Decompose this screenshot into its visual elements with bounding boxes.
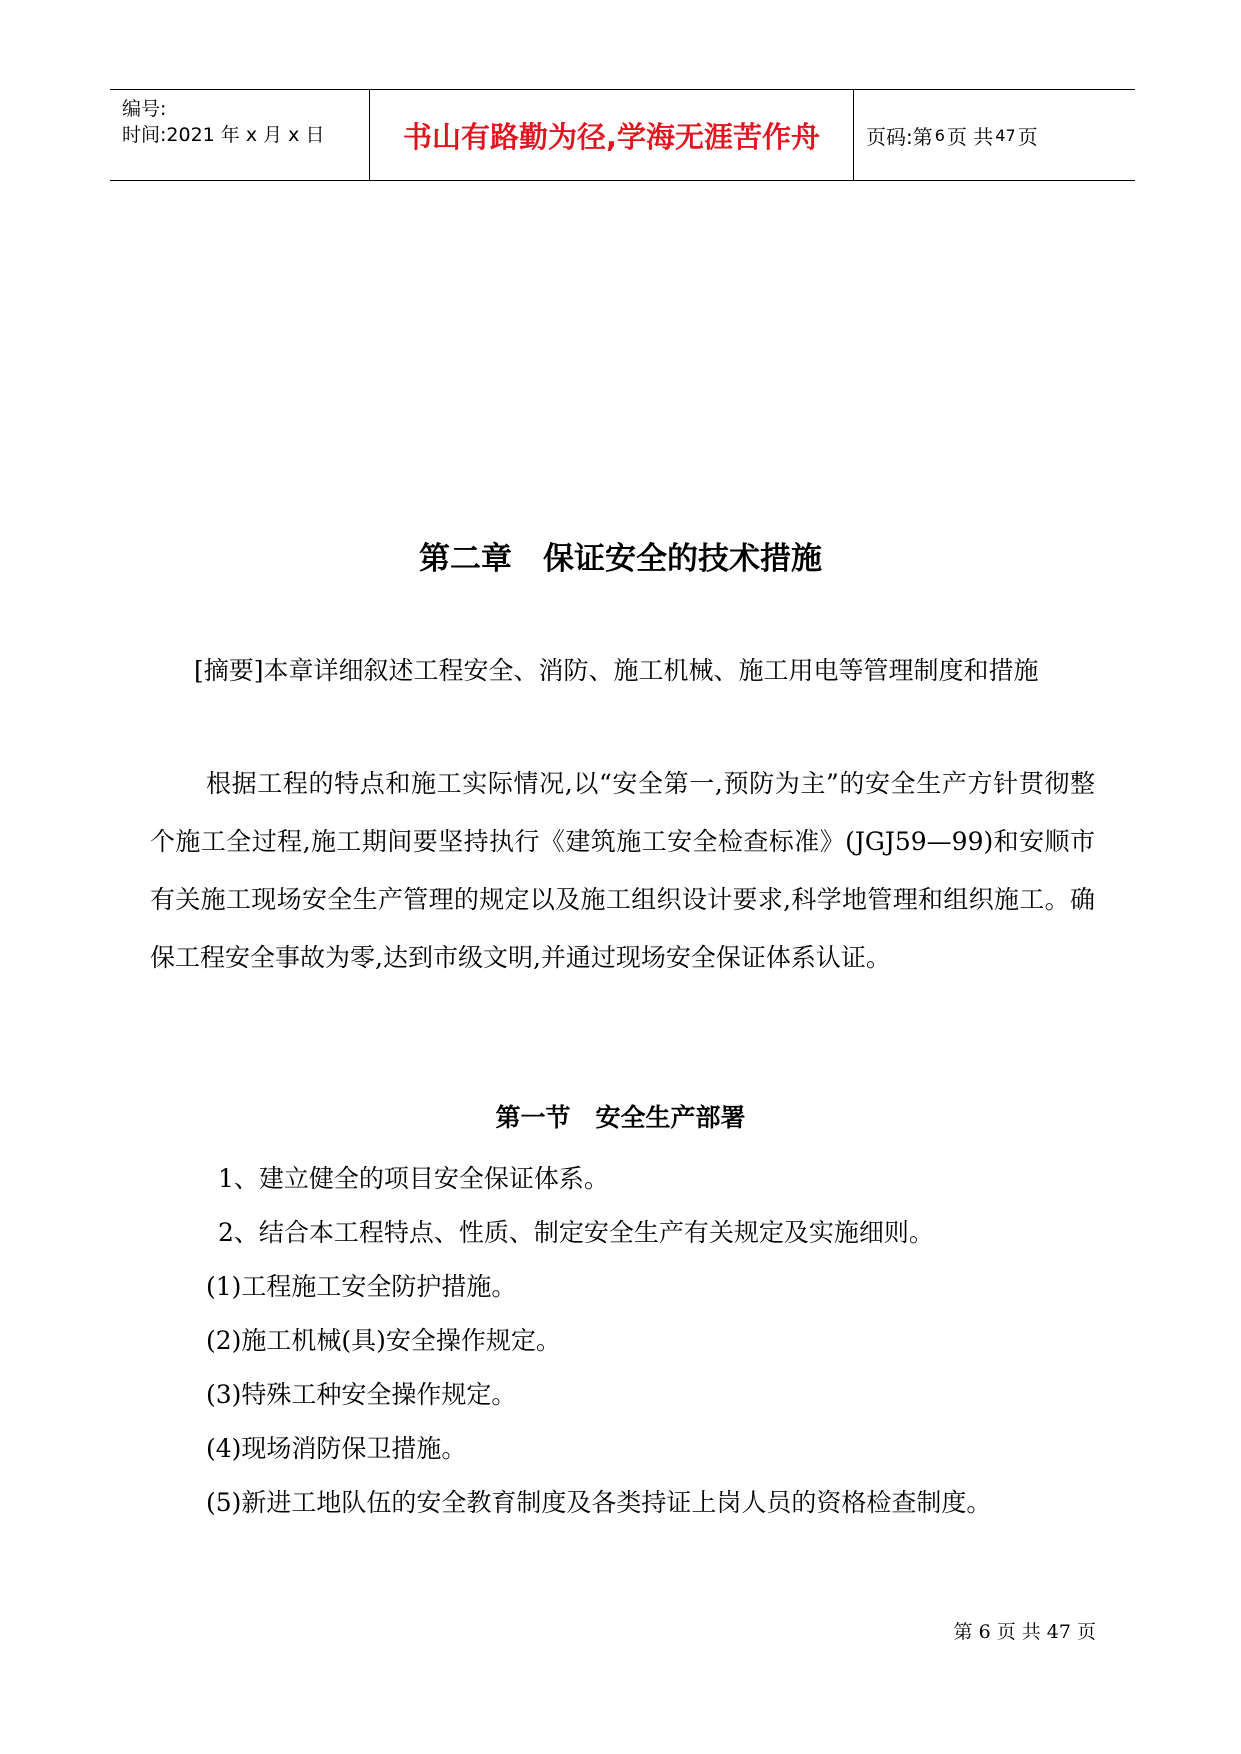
motto: 书山有路勤为径,学海无涯苦作舟 <box>370 90 854 180</box>
abstract-paragraph: [摘要]本章详细叙述工程安全、消防、施工机械、施工用电等管理制度和措施 <box>194 656 1039 685</box>
list-item: (3)特殊工种安全操作规定。 <box>206 1380 517 1409</box>
list-item: (2)施工机械(具)安全操作规定。 <box>206 1326 561 1355</box>
page-prefix: 页码:第 <box>866 124 933 149</box>
body-paragraph: 根据工程的特点和施工实际情况,以“安全第一,预防为主”的安全生产方针贯彻整个施工全过程,施工期间要坚持执行《建筑施工安全检查标准》(JGJ59—99)和安顺市有关施工现场安全生产管理的规定以及施工组织设计要求,科学地管理和组织施工。确保工程安全事故为零,达到市级文明,并通过现场安全保证体系认证。 <box>150 769 1095 972</box>
list-item: 2、结合本工程特点、性质、制定安全生产有关规定及实施细则。 <box>218 1218 934 1247</box>
page-total: 47 <box>995 125 1016 145</box>
page-footer: 第 6 页 共 47 页 <box>953 1621 1096 1643</box>
header-table <box>110 89 1135 181</box>
section-title: 第一节 安全生产部署 <box>495 1103 746 1132</box>
page-info <box>854 90 1135 180</box>
page-current: 6 <box>934 125 945 145</box>
list-item: (4)现场消防保卫措施。 <box>206 1434 467 1463</box>
header-meta-cell <box>110 90 370 180</box>
page-middle: 页 共 <box>946 124 994 149</box>
list-item: (1)工程施工安全防护措施。 <box>206 1272 517 1301</box>
list-item: 1、建立健全的项目安全保证体系。 <box>218 1164 609 1193</box>
page-suffix: 页 <box>1017 124 1038 149</box>
list-item: (5)新进工地队伍的安全教育制度及各类持证上岗人员的资格检查制度。 <box>206 1488 992 1517</box>
chapter-title: 第二章 保证安全的技术措施 <box>419 541 822 577</box>
time-label: 时间:2021 年 x 月 x 日 <box>122 124 325 146</box>
number-label: 编号: <box>122 98 167 120</box>
